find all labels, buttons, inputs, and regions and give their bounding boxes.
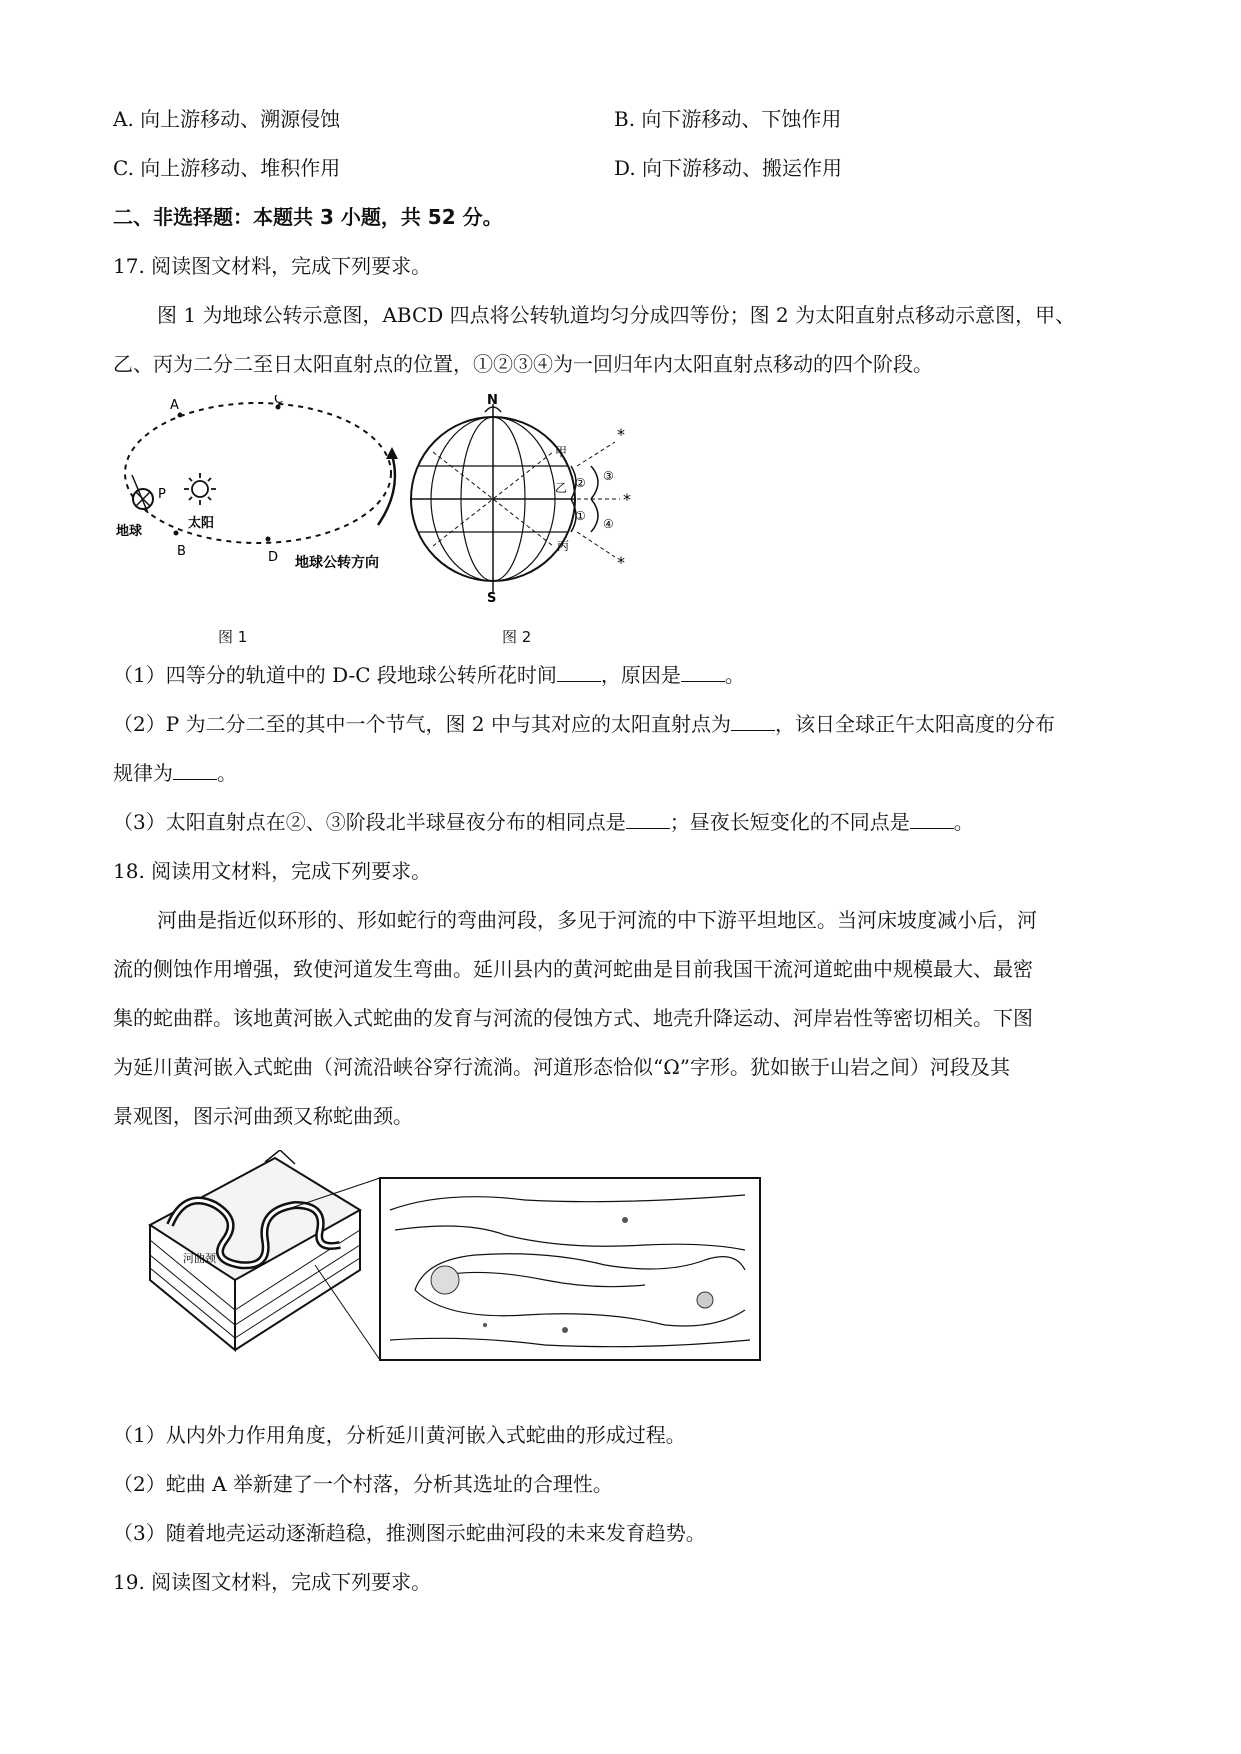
block-diagram: [150, 1150, 360, 1350]
sun-icon: [184, 473, 216, 505]
q18-sub1: （1）从内外力作用角度，分析延川黄河嵌入式蛇曲的形成过程。: [113, 1423, 686, 1447]
fig1-orbit-diagram: [110, 395, 410, 575]
fig1-label-p: P: [158, 487, 166, 502]
answer-blank[interactable]: [681, 663, 725, 682]
q17-intro-line1: 图 1 为地球公转示意图，ABCD 四点将公转轨道均匀分成四等份；图 2 为太阳直射点移动示意图，甲、: [157, 303, 1076, 327]
q18-para-line3: 集的蛇曲群。该地黄河嵌入式蛇曲的发育与河流的侵蚀方式、地壳升降运动、河岸岩性等密切相关。下图: [113, 1006, 1033, 1030]
fig1-label-b: B: [177, 544, 186, 559]
fig1-label-c: C: [274, 395, 284, 407]
fig1-label-d: D: [268, 550, 279, 565]
q17-sub2-line2: 规律为 。: [113, 761, 237, 785]
option-b: B. 向下游移动、下蚀作用: [614, 107, 842, 131]
fig2-label-n: N: [487, 393, 498, 408]
fig2-label-jia: 甲: [555, 445, 568, 459]
q17-sub2-line1: （2）P 为二分二至的其中一个节气，图 2 中与其对应的太阳直射点为 ，该日全球正午太阳高度的分布: [113, 712, 1055, 736]
section2-heading: 二、非选择题：本题共 3 小题，共 52 分。: [113, 205, 503, 229]
q17-intro-line2: 乙、丙为二分二至日太阳直射点的位置，①②③④为一回归年内太阳直射点移动的四个阶段。: [113, 352, 933, 376]
fig1-label-earth: 地球: [116, 524, 143, 539]
fig1-label-a: A: [170, 398, 179, 413]
q18-para-line2: 流的侧蚀作用增强，致使河道发生弯曲。延川县内的黄河蛇曲是目前我国干流河道蛇曲中规模最大、最密: [113, 957, 1033, 981]
sun-star-icon-top: *: [617, 425, 625, 444]
sun-star-icon-middle: *: [623, 490, 631, 509]
fig2-caption: 图 2: [502, 628, 532, 646]
q18-para-line1: 河曲是指近似环形的、形如蛇行的弯曲河段，多见于河流的中下游平坦地区。当河床坡度减小后，河: [157, 908, 1037, 932]
q18-para-line5: 景观图，图示河曲颈又称蛇曲颈。: [113, 1104, 413, 1128]
meander-neck-label: 河曲颈: [183, 1252, 216, 1265]
fig2-label-s4: ④: [603, 517, 614, 531]
q18-meander-figure: [145, 1150, 765, 1380]
q17-title: 17. 阅读图文材料，完成下列要求。: [113, 254, 432, 278]
q19-title: 19. 阅读图文材料，完成下列要求。: [113, 1570, 432, 1594]
option-a: A. 向上游移动、溯源侵蚀: [113, 107, 341, 131]
fig2-label-s3: ③: [603, 469, 614, 483]
fig2-label-s: S: [487, 591, 497, 602]
fig2-label-s2: ②: [575, 476, 586, 490]
answer-blank[interactable]: [173, 761, 217, 780]
answer-blank[interactable]: [910, 810, 954, 829]
fig2-label-yi: 乙: [555, 481, 568, 495]
fig1-caption: 图 1: [218, 628, 248, 646]
answer-blank[interactable]: [626, 810, 670, 829]
q17-sub1: （1）四等分的轨道中的 D-C 段地球公转所花时间 ，原因是 。: [113, 663, 745, 687]
fig2-globe-diagram: [405, 392, 655, 602]
fig2-label-bing: 丙: [557, 539, 570, 553]
q18-sub2: （2）蛇曲 A 举新建了一个村落，分析其选址的合理性。: [113, 1472, 613, 1496]
q18-sub3: （3）随着地壳运动逐渐趋稳，推测图示蛇曲河段的未来发育趋势。: [113, 1521, 706, 1545]
answer-blank[interactable]: [731, 712, 775, 731]
fig2-label-s1: ①: [575, 509, 586, 523]
fig1-label-sun: 太阳: [188, 516, 215, 531]
earth-icon: [132, 475, 153, 513]
q17-sub3: （3）太阳直射点在②、③阶段北半球昼夜分布的相同点是 ；昼夜长短变化的不同点是 。: [113, 810, 974, 834]
fig1-label-direction: 地球公转方向: [295, 555, 379, 571]
option-d: D. 向下游移动、搬运作用: [614, 156, 843, 180]
option-c: C. 向上游移动、堆积作用: [113, 156, 341, 180]
q18-para-line4: 为延川黄河嵌入式蛇曲（河流沿峡谷穿行流淌。河道形态恰似“Ω”字形。犹如嵌于山岩之间）河段及其: [113, 1055, 1011, 1079]
q18-title: 18. 阅读用文材料，完成下列要求。: [113, 859, 432, 883]
answer-blank[interactable]: [557, 663, 601, 682]
sun-star-icon-bottom: *: [617, 553, 625, 572]
